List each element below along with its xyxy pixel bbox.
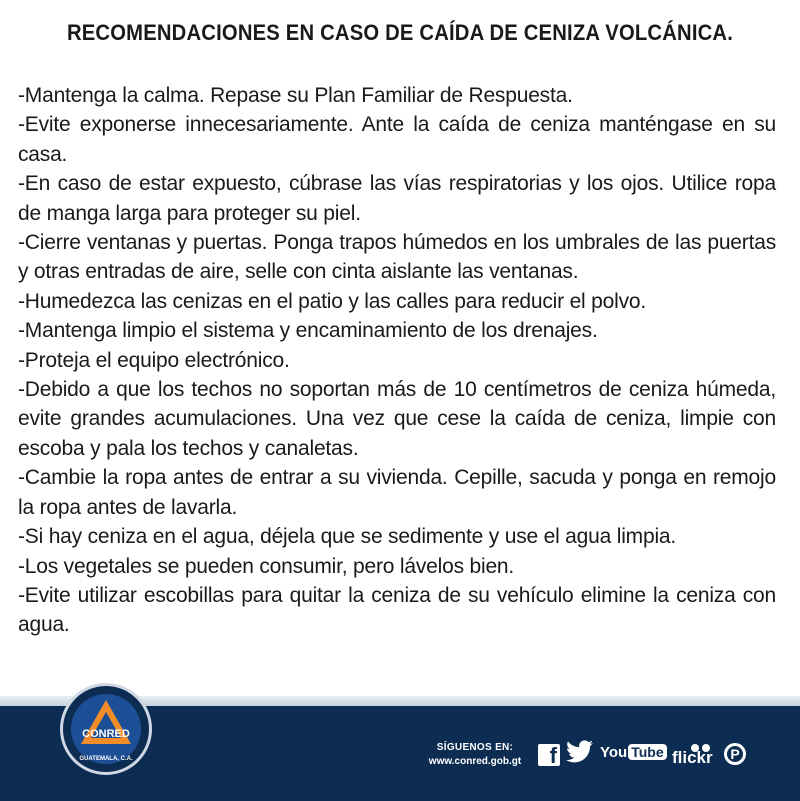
facebook-glyph: f: [549, 743, 557, 768]
list-item: -Mantenga la calma. Repase su Plan Familiar de Respuesta.: [18, 84, 573, 107]
facebook-icon[interactable]: [538, 744, 560, 766]
twitter-bird-icon: [566, 740, 594, 764]
flickr-icon[interactable]: flickr: [672, 748, 713, 767]
list-item: -Mantenga limpio el sistema y encaminamiento de los drenajes.: [18, 319, 598, 343]
logo-name: CONRED: [82, 728, 130, 740]
youtube-you: You: [600, 744, 628, 761]
follow-label: SÍGUENOS EN:: [436, 742, 514, 753]
list-item: -Cierre ventanas y puertas. Ponga trapos húmedos en los umbrales de las puertas y otras entradas de aire, selle con cinta aislante las ventanas.: [18, 231, 776, 284]
youtube-icon[interactable]: [600, 744, 667, 774]
twitter-icon[interactable]: [566, 740, 594, 770]
list-item: -Humedezca las cenizas en el patio y las calles para reducir el polvo.: [18, 289, 646, 313]
follow-block: [420, 742, 530, 767]
list-item: -Cambie la ropa antes de entrar a su vivienda. Cepille, sacuda y ponga en remojo la ropa antes de lavarla.: [18, 466, 776, 519]
list-item: -En caso de estar expuesto, cúbrase las vías respiratorias y los ojos. Utilice ropa de manga larga para proteger su piel.: [18, 172, 776, 225]
website-link[interactable]: www.conred.gob.gt: [428, 756, 522, 767]
youtube-tube: Tube: [628, 744, 666, 760]
list-item: -Evite exponerse innecesariamente. Ante la caída de ceniza manténgase en su casa.: [18, 113, 776, 166]
list-item: -Los vegetales se pueden consumir, pero lávelos bien.: [18, 554, 515, 578]
list-item: -Si hay ceniza en el agua, déjela que se sedimente y use el agua limpia.: [18, 525, 677, 549]
page-title: RECOMENDACIONES EN CASO DE CAÍDA DE CENIZA VOLCÁNICA.: [66, 20, 734, 45]
list-item: -Evite utilizar escobillas para quitar la ceniza de su vehículo elimine la ceniza con agua.: [18, 583, 776, 637]
conred-logo-icon: [60, 683, 152, 775]
pinterest-icon[interactable]: P: [724, 743, 746, 765]
recommendations-list: [18, 81, 776, 640]
list-item: -Proteja el equipo electrónico.: [18, 348, 290, 372]
logo-country: GUATEMALA, C.A.: [79, 756, 133, 762]
list-item: -Debido a que los techos no soportan más de 10 centímetros de ceniza húmeda, evite grandes acumulaciones. Una vez que cese la caída de ceniza, limpie con escoba y pala los techos y canaletas.: [18, 378, 776, 460]
